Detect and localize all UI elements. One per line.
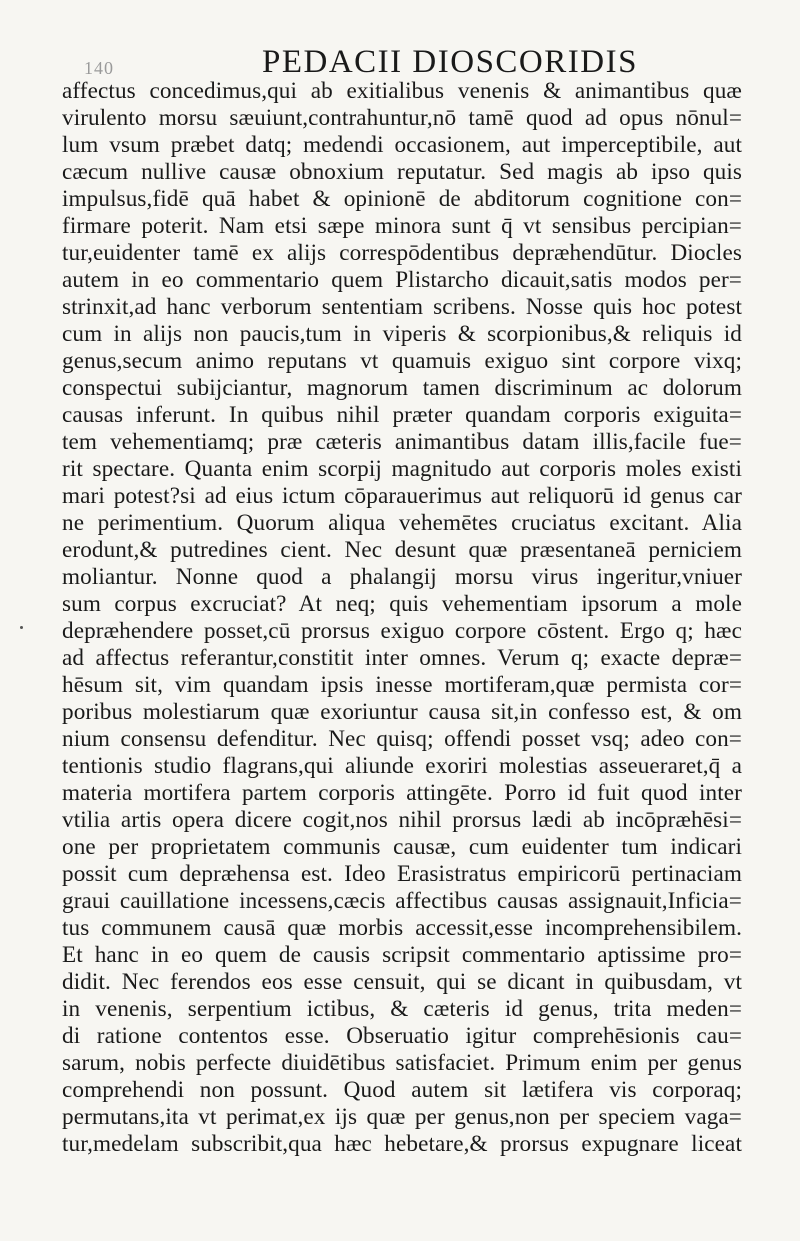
body-text xyxy=(62,78,742,1158)
text-line: ad affectus referantur,constitit inter omnes. Verum q; exacte depræ= xyxy=(62,645,742,671)
text-line: vtilia artis opera dicere cogit,nos nihil prorsus lædi ab incōpræhēsi= xyxy=(62,807,742,833)
text-line: tur,euidenter tamē ex alijs correspōdentibus depræhendūtur. Diocles xyxy=(62,240,742,266)
text-line: permutans,ita vt perimat,ex ijs quæ per genus,non per speciem vaga= xyxy=(62,1104,742,1130)
text-line: tus communem causā quæ morbis accessit,esse incomprehensibilem. xyxy=(62,915,742,941)
text-line: comprehendi non possunt. Quod autem sit lætifera vis corporaq; xyxy=(62,1077,742,1103)
text-line: Et hanc in eo quem de causis scripsit commentario aptissime pro= xyxy=(62,942,742,968)
ink-speck xyxy=(20,626,23,629)
text-line: tentionis studio flagrans,qui aliunde exoriri molestias asseueraret,q̄ a xyxy=(62,753,742,779)
running-head-title: PEDACII DIOSCORIDIS xyxy=(262,44,638,80)
text-line: cæcum nullive causæ obnoxium reputatur. Sed magis ab ipso quis xyxy=(62,159,742,185)
text-line: cum in alijs non paucis,tum in viperis & scorpionibus,& reliquis id xyxy=(62,321,742,347)
folio-number: 140 xyxy=(84,58,114,78)
text-line: one per proprietatem communis causæ, cum euidenter tum indicari xyxy=(62,834,742,860)
text-line: causas inferunt. In quibus nihil præter quandam corporis exiguita= xyxy=(62,402,742,428)
text-line: in venenis, serpentium ictibus, & cæteris id genus, trita meden= xyxy=(62,996,742,1022)
text-line: affectus concedimus,qui ab exitialibus venenis & animantibus quæ xyxy=(62,78,742,104)
text-line: tur,medelam subscribit,qua hæc hebetare,& prorsus expugnare liceat xyxy=(62,1131,742,1157)
text-line: lum vsum præbet datq; medendi occasionem, aut imperceptibile, aut xyxy=(62,132,742,158)
text-line: impulsus,fidē quā habet & opinionē de abditorum cognitione con= xyxy=(62,186,742,212)
text-line: graui cauillatione incessens,cæcis affectibus causas assignauit,Inficia= xyxy=(62,888,742,914)
text-line: didit. Nec ferendos eos esse censuit, qui se dicant in quibusdam, vt xyxy=(62,969,742,995)
text-line: materia mortifera partem corporis attingēte. Porro id fuit quod inter xyxy=(62,780,742,806)
text-line: virulento morsu sæuiunt,contrahuntur,nō tamē quod ad opus nōnul= xyxy=(62,105,742,131)
text-line: autem in eo commentario quem Plistarcho dicauit,satis modos per= xyxy=(62,267,742,293)
text-line: poribus molestiarum quæ exoriuntur causa sit,in confesso est, & om xyxy=(62,699,742,725)
text-line: possit cum depræhensa est. Ideo Erasistratus empiricorū pertinaciam xyxy=(62,861,742,887)
text-line: ne perimentium. Quorum aliqua vehemētes cruciatus excitant. Alia xyxy=(62,510,742,536)
text-line: tem vehementiamq; præ cæteris animantibus datam illis,facile fue= xyxy=(62,429,742,455)
text-line: firmare poterit. Nam etsi sæpe minora sunt q̄ vt sensibus percipian= xyxy=(62,213,742,239)
text-line: rit spectare. Quanta enim scorpij magnitudo aut corporis moles existi xyxy=(62,456,742,482)
text-line: moliantur. Nonne quod a phalangij morsu virus ingeritur,vniuer xyxy=(62,564,742,590)
text-line: conspectui subijciantur, magnorum tamen discriminum ac dolorum xyxy=(62,375,742,401)
text-line: nium consensu defenditur. Nec quisq; offendi posset vsq; adeo con= xyxy=(62,726,742,752)
text-line: strinxit,ad hanc verborum sententiam scribens. Nosse quis hoc potest xyxy=(62,294,742,320)
text-line: erodunt,& putredines cient. Nec desunt quæ præsentaneā perniciem xyxy=(62,537,742,563)
text-line: di ratione contentos esse. Obseruatio igitur comprehēsionis cau= xyxy=(62,1023,742,1049)
text-line: sum corpus excruciat? At neq; quis vehementiam ipsorum a mole xyxy=(62,591,742,617)
text-line: depræhendere posset,cū prorsus exiguo corpore cōstent. Ergo q; hæc xyxy=(62,618,742,644)
text-line: hēsum sit, vim quandam ipsis inesse mortiferam,quæ permista cor= xyxy=(62,672,742,698)
text-line: sarum, nobis perfecte diuidētibus satisfaciet. Primum enim per genus xyxy=(62,1050,742,1076)
text-line: mari potest?si ad eius ictum cōparauerimus aut reliquorū id genus car xyxy=(62,483,742,509)
text-line: genus,secum animo reputans vt quamuis exiguo sint corpore vixq; xyxy=(62,348,742,374)
